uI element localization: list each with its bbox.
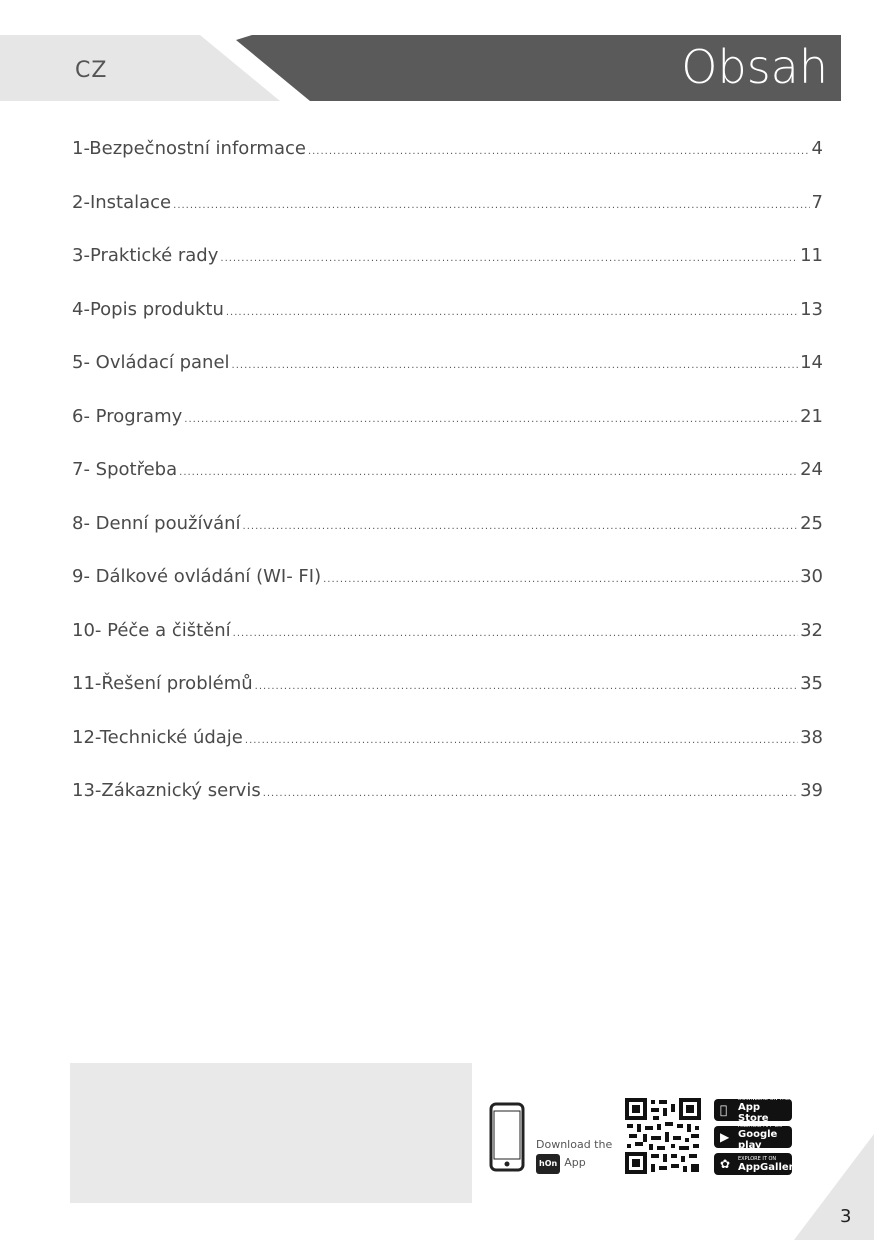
toc-row[interactable] bbox=[72, 566, 823, 620]
toc-page: 25 bbox=[800, 512, 823, 534]
app-store-badge[interactable] bbox=[714, 1096, 792, 1124]
toc-page: 35 bbox=[800, 673, 823, 694]
table-of-contents bbox=[72, 138, 823, 834]
toc-page: 24 bbox=[800, 459, 823, 480]
toc-leader bbox=[233, 628, 798, 639]
toc-leader bbox=[308, 146, 810, 157]
toc-label: 3-Praktické rady bbox=[72, 245, 219, 266]
page-corner-shape bbox=[794, 1134, 874, 1240]
toc-page: 11 bbox=[800, 245, 823, 266]
toc-label: 6- Programy bbox=[72, 405, 183, 427]
toc-leader bbox=[173, 200, 809, 211]
toc-leader bbox=[255, 681, 798, 692]
toc-page: 14 bbox=[800, 352, 823, 373]
qr-code[interactable] bbox=[625, 1098, 701, 1174]
app-gallery-small-text: EXPLORE IT ON bbox=[738, 1155, 777, 1162]
toc-leader bbox=[263, 788, 798, 799]
toc-leader bbox=[245, 735, 798, 746]
toc-leader bbox=[243, 521, 799, 532]
toc-label: 12-Technické údaje bbox=[72, 726, 243, 748]
download-the-label: Download the bbox=[536, 1138, 613, 1151]
toc-page: 7 bbox=[811, 191, 823, 213]
page-number: 3 bbox=[840, 1206, 852, 1227]
toc-label: 2-Instalace bbox=[72, 191, 172, 213]
toc-row[interactable] bbox=[72, 673, 823, 727]
toc-row[interactable] bbox=[72, 192, 823, 246]
toc-leader bbox=[179, 467, 798, 478]
toc-page: 32 bbox=[800, 619, 823, 641]
toc-page: 39 bbox=[800, 780, 823, 801]
toc-leader bbox=[232, 360, 799, 371]
toc-label: 9- Dálkové ovládání (WI- FI) bbox=[72, 566, 322, 587]
toc-row[interactable] bbox=[72, 513, 823, 567]
app-store-label: App Store bbox=[738, 1102, 769, 1124]
toc-page: 38 bbox=[800, 726, 823, 748]
app-gallery-label: AppGallery bbox=[738, 1161, 801, 1173]
app-gallery-badge[interactable] bbox=[714, 1153, 801, 1175]
apple-icon bbox=[720, 1103, 727, 1117]
toc-label: 10- Péče a čištění bbox=[72, 619, 231, 641]
google-play-small-text: ANDROID APP ON bbox=[738, 1123, 783, 1129]
toc-page: 4 bbox=[811, 138, 823, 159]
toc-row[interactable] bbox=[72, 245, 823, 299]
smartphone-icon bbox=[489, 1102, 525, 1172]
toc-label: 1-Bezpečnostní informace bbox=[72, 138, 306, 159]
google-play-badge[interactable] bbox=[714, 1123, 792, 1151]
toc-leader bbox=[184, 414, 798, 425]
download-app-text bbox=[536, 1136, 612, 1174]
toc-row[interactable] bbox=[72, 727, 823, 781]
app-label: App bbox=[564, 1156, 586, 1169]
toc-row[interactable] bbox=[72, 299, 823, 353]
toc-label: 11-Řešení problémů bbox=[72, 673, 253, 694]
google-play-label: Google play bbox=[738, 1129, 778, 1151]
language-label: CZ bbox=[75, 58, 108, 83]
play-icon: ▶ bbox=[720, 1130, 730, 1144]
toc-leader bbox=[226, 307, 798, 318]
toc-page: 13 bbox=[800, 298, 823, 320]
toc-page: 30 bbox=[800, 566, 823, 587]
toc-row[interactable] bbox=[72, 620, 823, 674]
toc-row[interactable] bbox=[72, 459, 823, 513]
toc-leader bbox=[220, 253, 798, 264]
toc-label: 7- Spotřeba bbox=[72, 459, 178, 480]
toc-label: 4-Popis produktu bbox=[72, 298, 224, 320]
huawei-icon: ✿ bbox=[720, 1157, 731, 1171]
footer-grey-panel bbox=[70, 1063, 472, 1203]
app-store-small-text: DOWNLOAD ON THE bbox=[738, 1096, 790, 1102]
toc-label: 5- Ovládací panel bbox=[72, 352, 230, 373]
page-title: Obsah bbox=[681, 40, 828, 94]
toc-row[interactable] bbox=[72, 352, 823, 406]
toc-leader bbox=[323, 574, 798, 585]
toc-label: 13-Zákaznický servis bbox=[72, 780, 261, 801]
hon-logo: hOn bbox=[536, 1154, 560, 1174]
toc-row[interactable] bbox=[72, 138, 823, 192]
toc-row[interactable] bbox=[72, 780, 823, 834]
toc-label: 8- Denní používání bbox=[72, 512, 241, 534]
toc-row[interactable] bbox=[72, 406, 823, 460]
toc-page: 21 bbox=[800, 405, 823, 427]
